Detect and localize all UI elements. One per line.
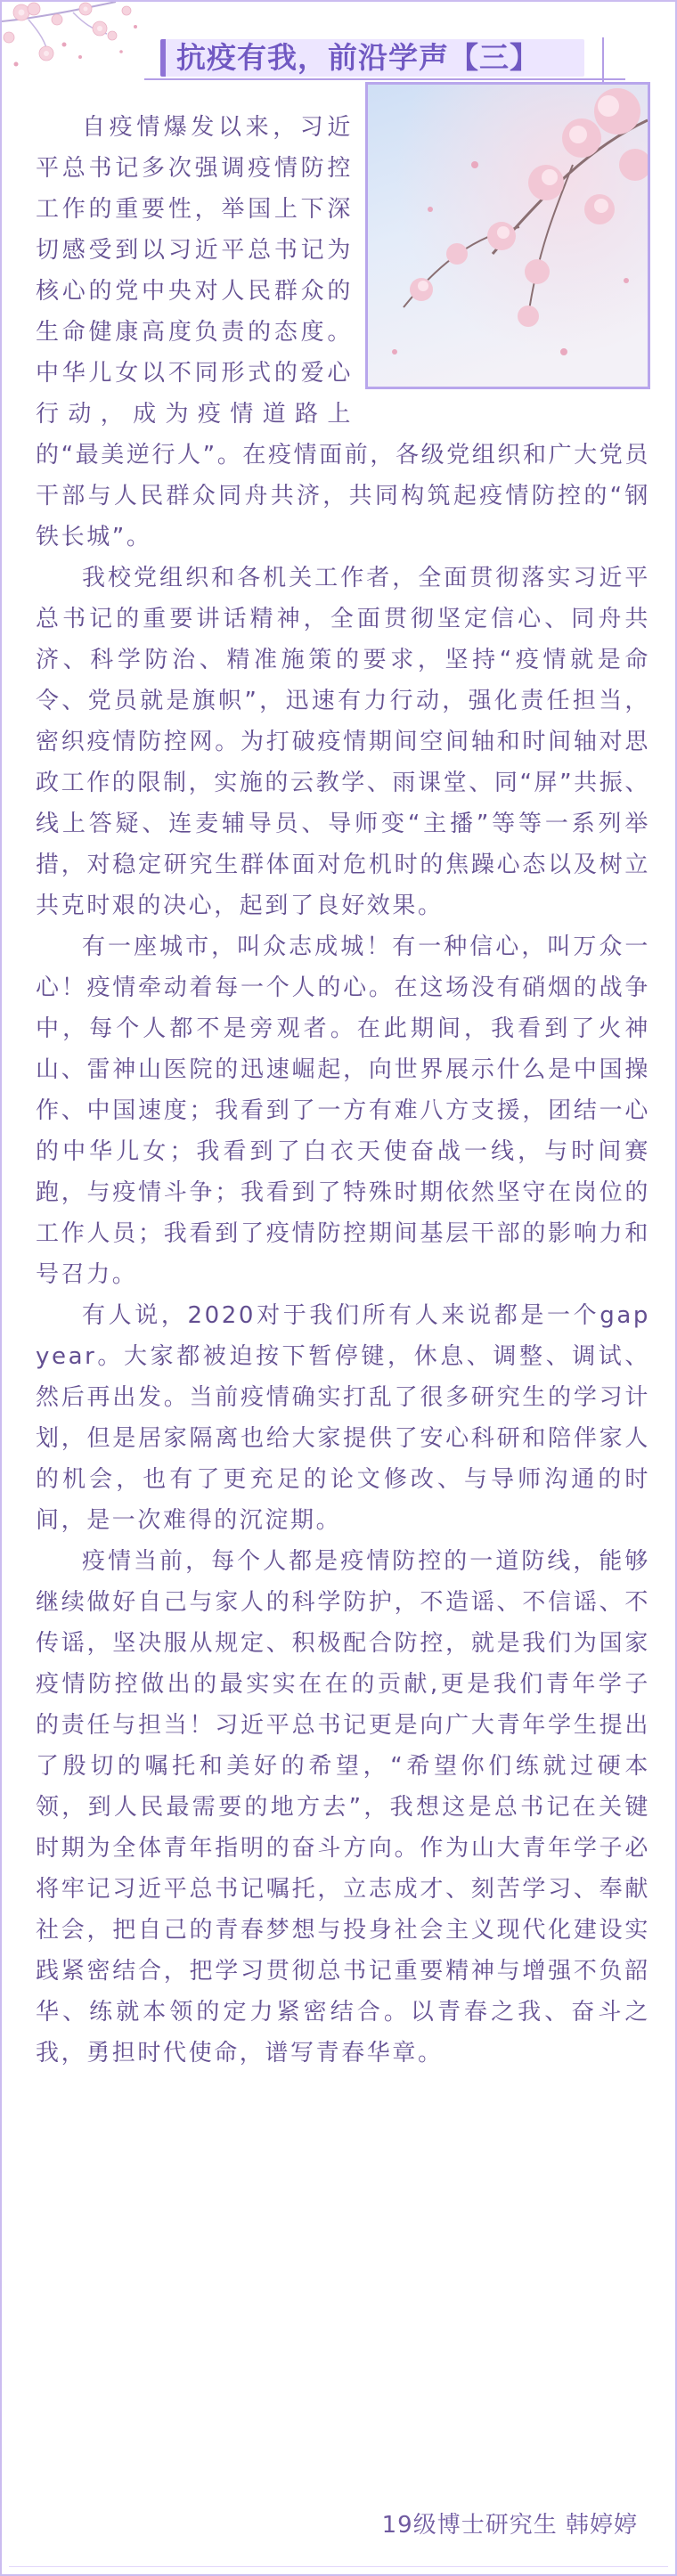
title-block <box>144 32 625 82</box>
cherry-blossom-branch-icon <box>2 2 153 82</box>
paragraph-4: 有人说，2020对于我们所有人来说都是一个gap year。大家都被迫按下暂停键，休息、调整、调试、然后再出发。当前疫情确实打乱了很多研究生的学习计划，但是居家隔离也给大家提供了安心科研和陪伴家人的机会，也有了更充足的论文修改、与导师沟通的时间，是一次难得的沉淀期。 <box>36 1302 650 1534</box>
paragraph-2: 我校党组织和各机关工作者，全面贯彻落实习近平总书记的重要讲话精神，全面贯彻坚定信心、同舟共济、科学防治、精准施策的要求，坚持“疫情就是命令、党员就是旗帜”，迅速有力行动，强化责任担当，密织疫情防控网。为打破疫情期间空间轴和时间轴对思政工作的限制，实施的云教学、雨课堂、同“屏”共振、线上答疑、连麦辅导员、导师变“主播”等等一系列举措，对稳定研究生群体面对危机时的焦躁心态以及树立共克时艰的决心，起到了良好效果。 <box>36 565 650 919</box>
article-body <box>36 107 650 2074</box>
paragraph-1: 自疫情爆发以来，习近平总书记多次强调疫情防控工作的重要性，举国上下深切感受到以习近平总书记为核心的党中央对人民群众的生命健康高度负责的态度。中华儿女以不同形式的爱心行动，成为疫情道路上的“最美逆行人”。在疫情面前，各级党组织和广大党员干部与人民群众同舟共济，共同构筑起疫情防控的“钢铁长城”。 <box>36 114 650 550</box>
paragraph-3: 有一座城市，叫众志成城！有一种信心，叫万众一心！疫情牵动着每一个人的心。在这场没有硝烟的战争中，每个人都不是旁观者。在此期间，我看到了火神山、雷神山医院的迅速崛起，向世界展示什么是中国操作、中国速度；我看到了一方有难八方支援，团结一心的中华儿女；我看到了白衣天使奋战一线，与时间赛跑，与疫情斗争；我看到了特殊时期依然坚守在岗位的工作人员；我看到了疫情防控期间基层干部的影响力和号召力。 <box>36 933 650 1288</box>
paragraph-5: 疫情当前，每个人都是疫情防控的一道防线，能够继续做好自己与家人的科学防护，不造谣、不信谣、不传谣，坚决服从规定、积极配合防控，就是我们为国家疫情防控做出的最实实在在的贡献,更是我们青年学子的责任与担当！习近平总书记更是向广大青年学生提出了殷切的嘱托和美好的希望，“希望你们练就过硬本领，到人民最需要的地方去”，我想这是总书记在关键时期为全体青年指明的奋斗方向。作为山大青年学子必将牢记习近平总书记嘱托，立志成才、刻苦学习、奉献社会，把自己的青春梦想与投身社会主义现代化建设实践紧密结合，把学习贯彻总书记重要精神与增强不负韶华、练就本领的定力紧密结合。以青春之我、奋斗之我，勇担时代使命，谱写青春华章。 <box>36 1548 650 2067</box>
page-title: 抗疫有我，前沿学声【三】 <box>176 40 540 75</box>
frame-bottom-line <box>9 2566 668 2567</box>
photo-wrap-spacer <box>353 107 650 406</box>
title-underline <box>144 78 625 80</box>
author-signature: 19级博士研究生 韩婷婷 <box>381 2512 638 2539</box>
